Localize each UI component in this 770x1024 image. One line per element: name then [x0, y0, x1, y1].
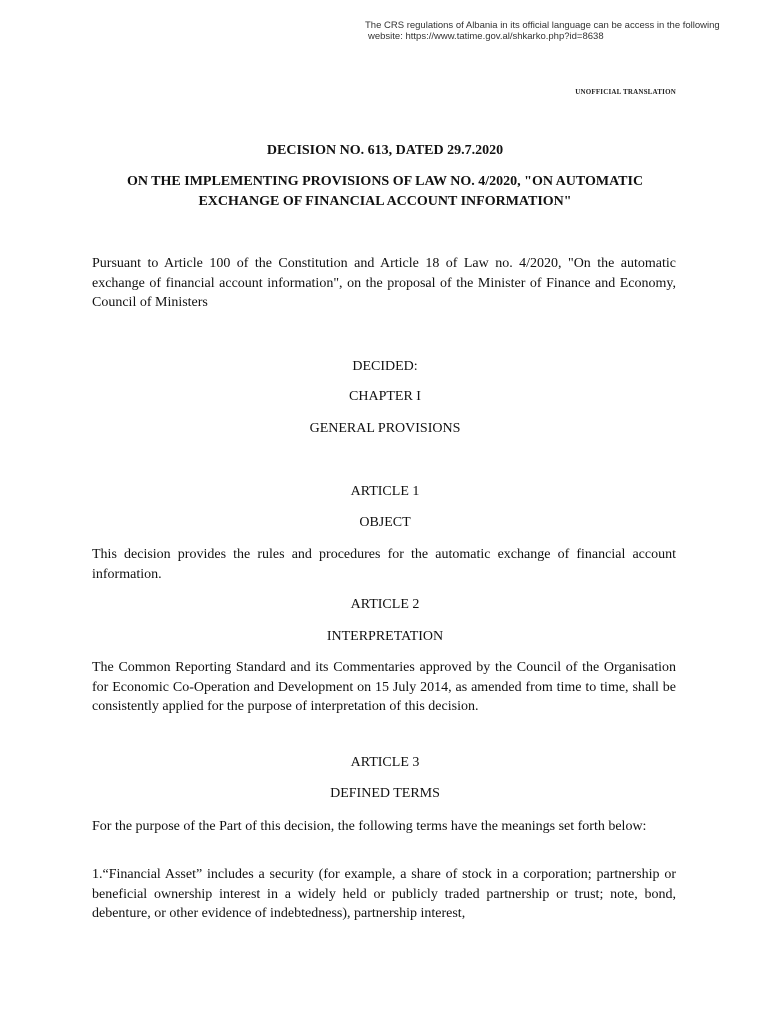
- article-1-title: OBJECT: [359, 515, 411, 530]
- unofficial-translation-label: UNOFFICIAL TRANSLATION: [575, 88, 676, 96]
- article-1-number: ARTICLE 1: [350, 484, 420, 499]
- article-3-title: DEFINED TERMS: [330, 786, 440, 801]
- chapter-number: CHAPTER I: [349, 389, 421, 404]
- chapter-title: GENERAL PROVISIONS: [309, 421, 461, 436]
- header-note-line1: The CRS regulations of Albania in its official language can be access in the following: [365, 20, 720, 31]
- decided-heading: DECIDED:: [352, 359, 418, 374]
- article-2-title: INTERPRETATION: [326, 629, 444, 644]
- decision-title: DECISION NO. 613, DATED 29.7.2020: [266, 143, 504, 158]
- article-3-text: For the purpose of the Part of this decision, the following terms have the meanings set forth below:: [92, 819, 647, 834]
- header-note-line2: website: https://www.tatime.gov.al/shkarko.php?id=8638: [368, 31, 604, 42]
- decision-subtitle: ON THE IMPLEMENTING PROVISIONS OF LAW NO. 4/2020, "ON AUTOMATIC EXCHANGE OF FINANCIAL ACCOUNT INFORMATION": [126, 174, 644, 209]
- article-2-text: The Common Reporting Standard and its Commentaries approved by the Council of the Organisation for Economic Co-Operation and Development on 15 July 2014, as amended from time to time, shall be consistently applied for the purpose of interpretation of this decision.: [92, 660, 676, 714]
- preamble-paragraph: Pursuant to Article 100 of the Constitution and Article 18 of Law no. 4/2020, "On the automatic exchange of financial account information", on the proposal of the Minister of Finance and Economy, Council of Ministers: [92, 256, 676, 310]
- article-2-number: ARTICLE 2: [350, 597, 420, 612]
- article-3-item-1: 1.“Financial Asset” includes a security (for example, a share of stock in a corporation; partnership or beneficial ownership interest in a widely held or publicly traded partnership or trust; note, bond, debenture, or other evidence of indebtedness), partnership interest,: [92, 867, 676, 921]
- article-1-text: This decision provides the rules and procedures for the automatic exchange of financial account information.: [92, 547, 676, 582]
- article-3-number: ARTICLE 3: [350, 755, 420, 770]
- header-note: [365, 20, 765, 42]
